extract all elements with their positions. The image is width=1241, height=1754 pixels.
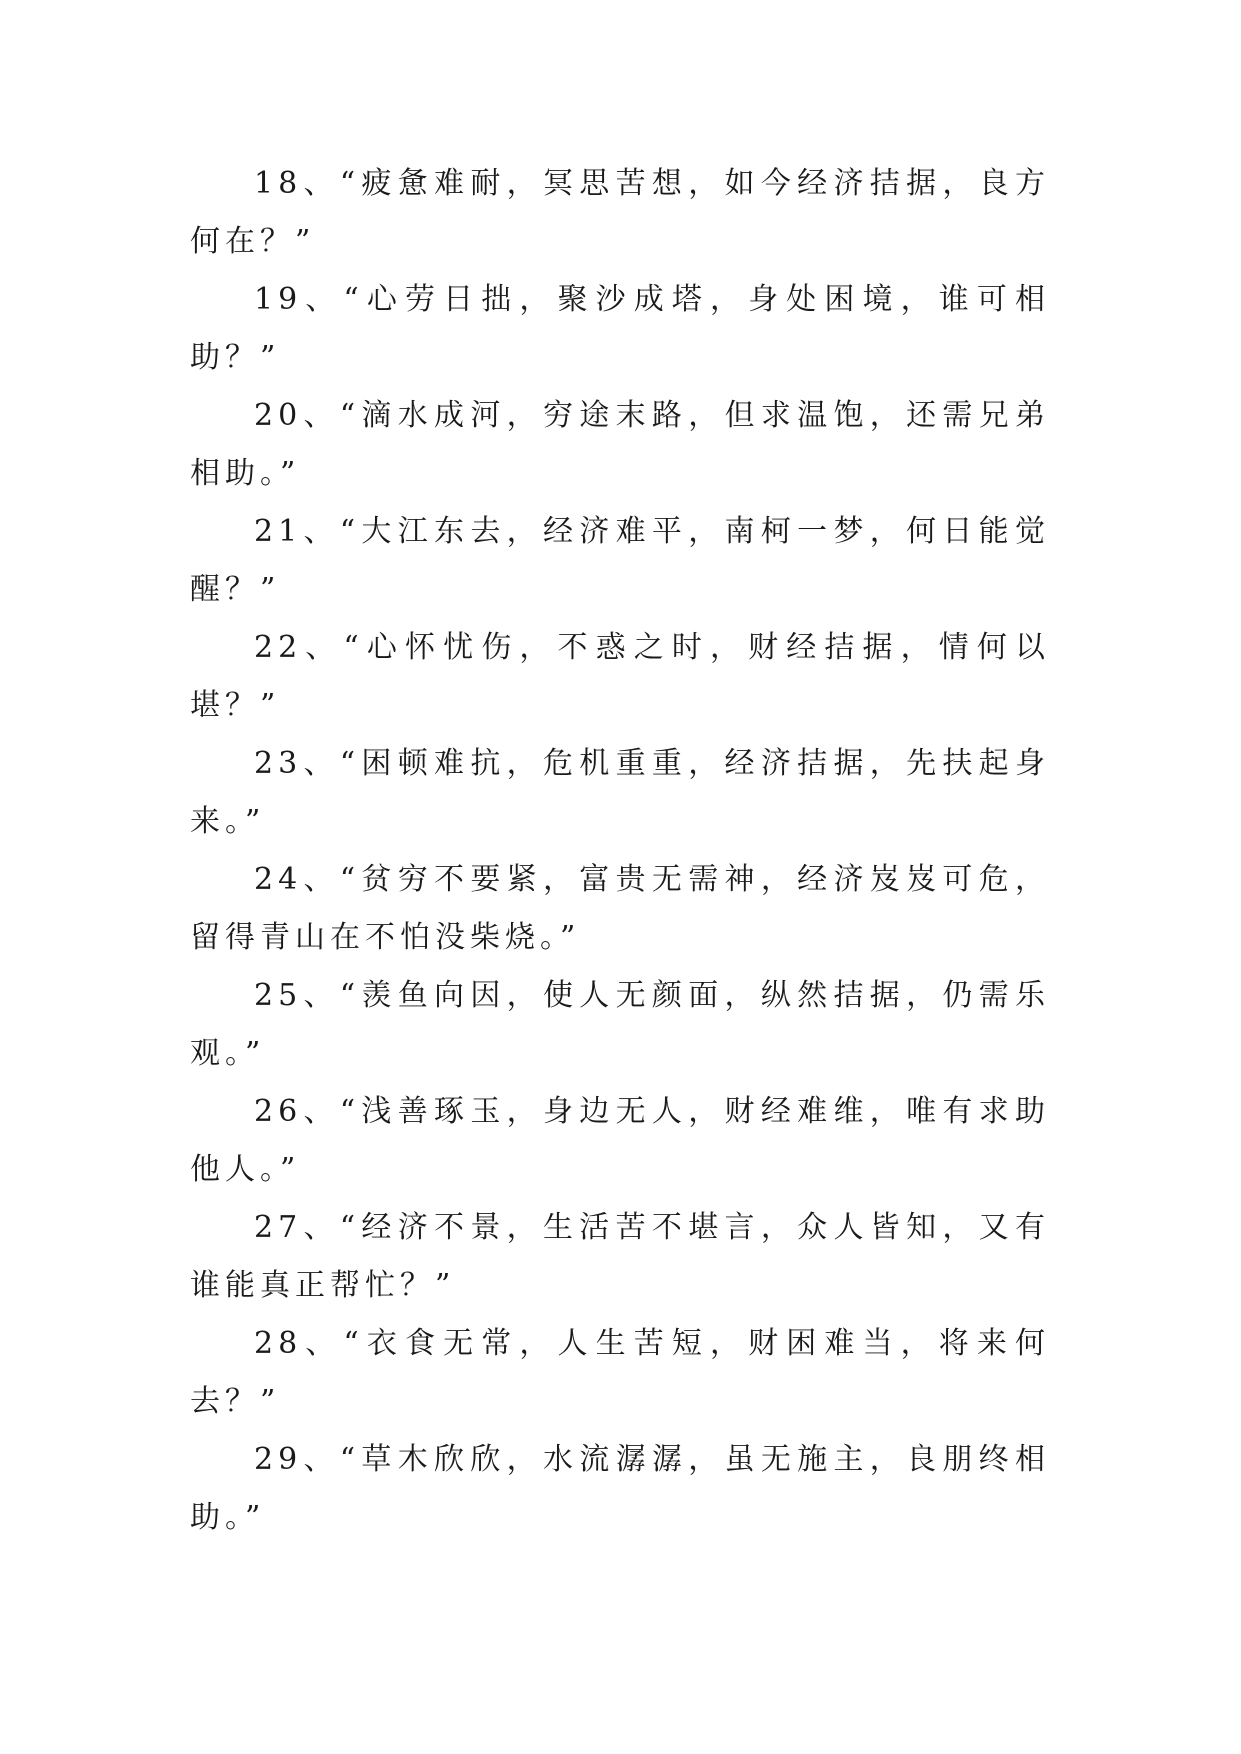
paragraph-27: 27、“经济不景，生活苦不堪言，众人皆知，又有谁能真正帮忙？” — [190, 1210, 1050, 1303]
paragraph-26: 26、“浅善琢玉，身边无人，财经难维，唯有求助他人。” — [190, 1094, 1050, 1187]
paragraph-28: 28、“衣食无常，人生苦短，财困难当，将来何去？” — [190, 1326, 1050, 1419]
paragraph-20: 20、“滴水成河，穷途末路，但求温饱，还需兄弟相助。” — [190, 398, 1050, 491]
paragraph-23: 23、“困顿难抗，危机重重，经济拮据，先扶起身来。” — [190, 746, 1050, 839]
paragraph-25: 25、“羡鱼向因，使人无颜面，纵然拮据，仍需乐观。” — [190, 978, 1050, 1071]
document-body — [190, 155, 1050, 1547]
paragraph-21: 21、“大江东去，经济难平，南柯一梦，何日能觉醒？” — [190, 514, 1050, 607]
paragraph-22: 22、“心怀忧伤，不惑之时，财经拮据，情何以堪？” — [190, 630, 1050, 723]
paragraph-18: 18、“疲惫难耐，冥思苦想，如今经济拮据，良方何在？” — [190, 166, 1050, 259]
paragraph-19: 19、“心劳日拙，聚沙成塔，身处困境，谁可相助？” — [190, 282, 1050, 375]
paragraph-24: 24、“贫穷不要紧，富贵无需神，经济岌岌可危，留得青山在不怕没柴烧。” — [190, 862, 1050, 955]
paragraph-29: 29、“草木欣欣，水流潺潺，虽无施主，良朋终相助。” — [190, 1442, 1050, 1535]
